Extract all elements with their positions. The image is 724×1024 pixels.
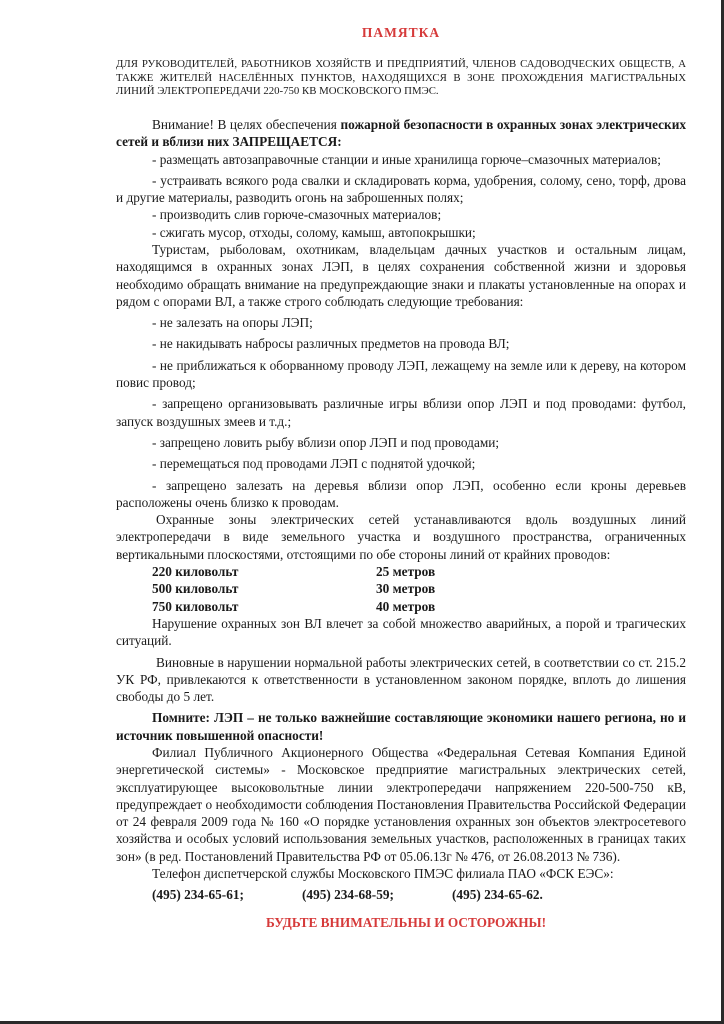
distance-value: 25 метров [376, 564, 436, 580]
fire-warning [116, 116, 686, 151]
phone-list [116, 886, 686, 903]
rule-item: - не залезать на опоры ЛЭП; [152, 315, 313, 331]
memo-document [116, 24, 686, 931]
distance-value: 40 метров [376, 598, 436, 614]
violation-paragraph: Нарушение охранных зон ВЛ влечет за собой множество аварийных, а порой и трагических ситуаций. [116, 615, 686, 649]
rule-item: - запрещено организовывать различные игры вблизи опор ЛЭП и под проводами: футбол, запуск воздушных змеев и т.д.; [116, 396, 686, 429]
voltage-row [116, 580, 686, 597]
fire-warning-bold: пожарной безопасности в охранных зонах электрических сетей и вблизи них ЗАПРЕЩАЕТСЯ: [116, 116, 687, 150]
fire-item: - сжигать мусор, отходы, солому, камыш, автопокрышки; [152, 224, 476, 240]
voltage-value: 500 киловольт [152, 581, 239, 597]
phone-number: (495) 234-65-61; [152, 887, 244, 903]
rule-item: - не накидывать наброcы различных предметов на провода ВЛ; [152, 336, 510, 352]
branch-paragraph: Филиал Публичного Акционерного Общества «Федеральная Сетевая Компания Единой энергетической системы» - Московское предприятие магистральных электрических сетей, эксплуатирующее высоковольтные линии электропередачи напряжением 220-500-750 кВ, предупреждает о необходимости соблюдения Постановления Правительства Российской Федерации от 24 февраля 2009 года № 160 «О порядке установления охранных зон объектов электросетевого хозяйства и особых условий использования земельных участков, расположенных в границах таких зон» (в ред. Постановлений Правительства РФ от 05.06.13г № 476, от 26.08.2013 № 736). [116, 745, 686, 864]
phone-number: (495) 234-65-62. [452, 887, 543, 903]
rule-item: - запрещено ловить рыбу вблизи опор ЛЭП и под проводами; [152, 434, 500, 450]
liability-paragraph: Виновные в нарушении нормальной работы электрических сетей, в соответствии со ст. 215.2 УК РФ, привлекаются к ответственности в установленном законом порядке, вплоть до лишения свободы до 5 лет. [116, 654, 686, 705]
voltage-value: 220 киловольт [152, 564, 239, 580]
phone-label: Телефон диспетчерской службы Московского ПМЭС филиала ПАО «ФСК ЕЭС»: [152, 866, 614, 882]
phone-number: (495) 234-68-59; [302, 887, 394, 903]
fire-item: - производить слив горюче-смазочных материалов; [152, 207, 442, 223]
tourists-paragraph: Туристам, рыболовам, охотникам, владельцам дачных участков и остальным лицам, находящимся в охранных зонах ЛЭП, в целях сохранения собственной жизни и здоровья необходимо обращать внимание на предупреждающие знаки и плакаты установленные на опорах и рядом с опорами ВЛ, а также строго соблюдать следующие требования: [116, 241, 686, 309]
remember-paragraph: Помните: ЛЭП – не только важнейшие составляющие экономики нашего региона, но и источник повышенной опасности! [116, 710, 686, 743]
memo-title: ПАМЯТКА [361, 25, 441, 40]
rule-item: - перемещаться под проводами ЛЭП с поднятой удочкой; [152, 456, 476, 472]
rule-item: - запрещено залезать на деревья вблизи опор ЛЭП, особенно если кроны деревьев расположены очень близко к проводам. [116, 477, 686, 510]
voltage-row [116, 598, 686, 615]
zones-paragraph: Охранные зоны электрических сетей устанавливаются вдоль воздушных линий электропередачи в виде земельного участка и воздушного пространства, ограниченных вертикальными плоскостями, отстоящими по обе стороны линий от крайних проводов: [116, 512, 686, 562]
voltage-row [116, 563, 686, 580]
footer-warning: БУДЬТЕ ВНИМАТЕЛЬНЫ И ОСТОРОЖНЫ! [265, 914, 547, 930]
fire-item: - размещать автозаправочные станции и иные хранилища горюче–смазочных материалов; [152, 151, 661, 167]
memo-intro: ДЛЯ РУКОВОДИТЕЛЕЙ, РАБОТНИКОВ ХОЗЯЙСТВ И ПРЕДПРИЯТИЙ, ЧЛЕНОВ САДОВОДЧЕСКИХ ОБЩЕСТВ, А ТАКЖЕ ЖИТЕЛЕЙ НАСЕЛЁННЫХ ПУНКТОВ, НАХОДЯЩИХСЯ В ЗОНЕ ПРОХОЖДЕНИЯ МАГИСТРАЛЬНЫХ ЛИНИЙ ЭЛЕКТРОПЕРЕДАЧИ 220-750 КВ МОСКОВСКОГО ПМЭС. [116, 58, 686, 97]
rule-item: - не приближаться к оборванному проводу ЛЭП, лежащему на земле или к дереву, на котором повис провод; [116, 357, 686, 391]
voltage-value: 750 киловольт [152, 598, 239, 614]
fire-item: - устраивать всякого рода свалки и складировать корма, удобрения, солому, сено, торф, дрова и другие материалы, разводить огонь на заброшенных полях; [116, 172, 686, 206]
fire-warning-prefix: Внимание! В целях обеспечения [152, 116, 341, 132]
distance-value: 30 метров [376, 581, 436, 597]
